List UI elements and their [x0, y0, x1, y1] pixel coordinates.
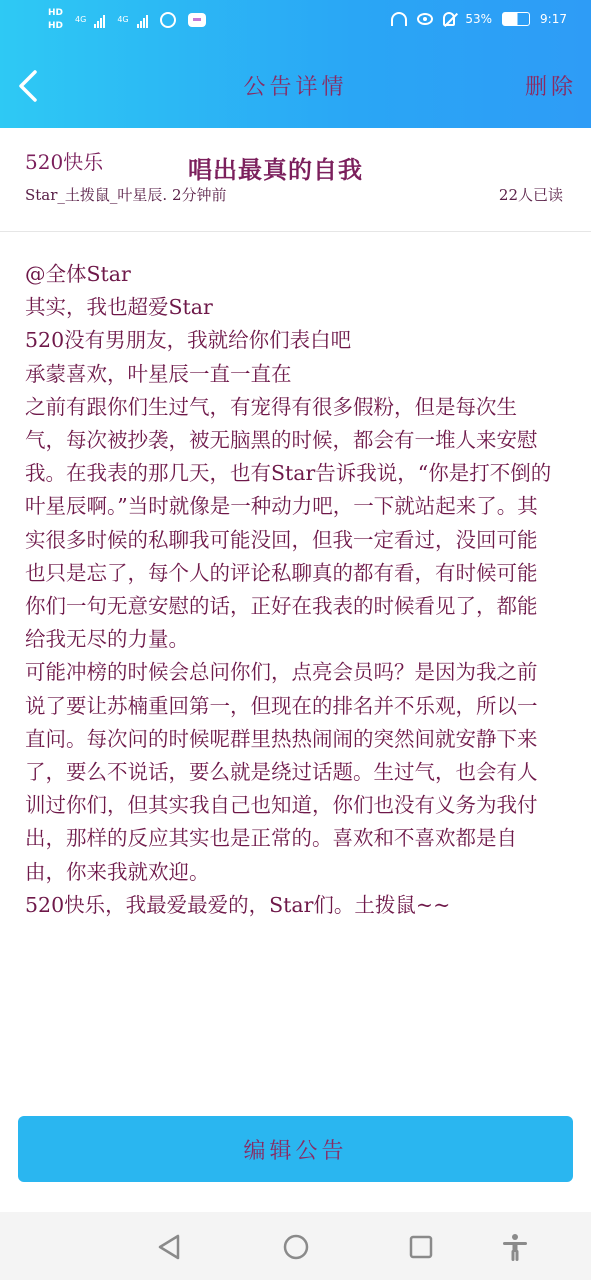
clock: 9:17 [540, 12, 567, 26]
announcement-body: @全体Star 其实，我也超爱Star 520没有男朋友，我就给你们表白吧 承蒙喜欢，叶星辰一直一直在 之前有跟你们生过气，有宠得有很多假粉，但是每次生气，每次被抄袭，被无脑黑的时候，都会有一堆人来安慰我。在我表的那几天，也有Star告诉我说，“你是打不倒的叶星辰啊。”当时就像是一种动力吧，一下就站起来了。其实很多时候的私聊我可能没回，但我一定看过，没回可能也只是忘了，每个人的评论私聊真的都有看，有时候可能你们一句无意安慰的话，正好在我表的时候看见了，都能给我无尽的力量。 可能冲榜的时候会总问你们，点亮会员吗？是因为我之前说了要让苏楠重回第一，但现在的排名并不乐观，所以一直问。每次问的时候呢群里热热闹闹的突然间就安静下来了，要么不说话，要么就是绕过话题。生过气，也会有人训过你们，但其实我自己也知道，你们也没有义务为我付出，那样的反应其实也是正常的。喜欢和不喜欢都是自由，你来我就欢迎。 520快乐，我最爱最爱的，Star们。土拨鼠~~ [25, 262, 552, 917]
headset-icon [391, 12, 407, 26]
announcement-title: 唱出最真的自我 [188, 155, 363, 184]
hd-badge-2: HD [48, 21, 64, 31]
battery-icon [502, 12, 530, 26]
eye-comfort-icon [417, 13, 433, 25]
edit-announcement-button[interactable]: 编辑公告 [18, 1116, 573, 1182]
nav-bar [0, 56, 591, 116]
app-header [0, 0, 591, 128]
triangle-back-icon[interactable] [154, 1232, 184, 1262]
announcement-info [0, 128, 591, 232]
network-type-1: 4G [75, 15, 87, 24]
status-bar [0, 0, 591, 44]
signal-icon-2 [137, 12, 148, 28]
circle-home-icon[interactable] [281, 1232, 311, 1262]
system-navigation-bar [0, 1212, 591, 1280]
read-count[interactable]: 22人已读 [498, 186, 563, 204]
status-left [48, 8, 206, 32]
announcement-subject: 520快乐 [25, 150, 104, 174]
square-recents-icon[interactable] [406, 1232, 436, 1262]
globe-icon [160, 12, 176, 28]
battery-percent: 53% [465, 12, 493, 26]
hd-indicators [48, 8, 63, 32]
accessibility-icon[interactable] [500, 1232, 530, 1262]
page-title: 公告详情 [243, 75, 348, 100]
delete-button[interactable]: 删除 [524, 75, 577, 100]
status-right [391, 12, 567, 26]
message-app-icon [188, 13, 206, 27]
hd-badge-1: HD [48, 8, 64, 18]
mute-bell-icon [443, 12, 455, 26]
signal-icon-1 [94, 12, 105, 28]
network-type-2: 4G [117, 15, 129, 24]
author-time: Star_土拨鼠_叶星辰. 2分钟前 [25, 186, 227, 204]
